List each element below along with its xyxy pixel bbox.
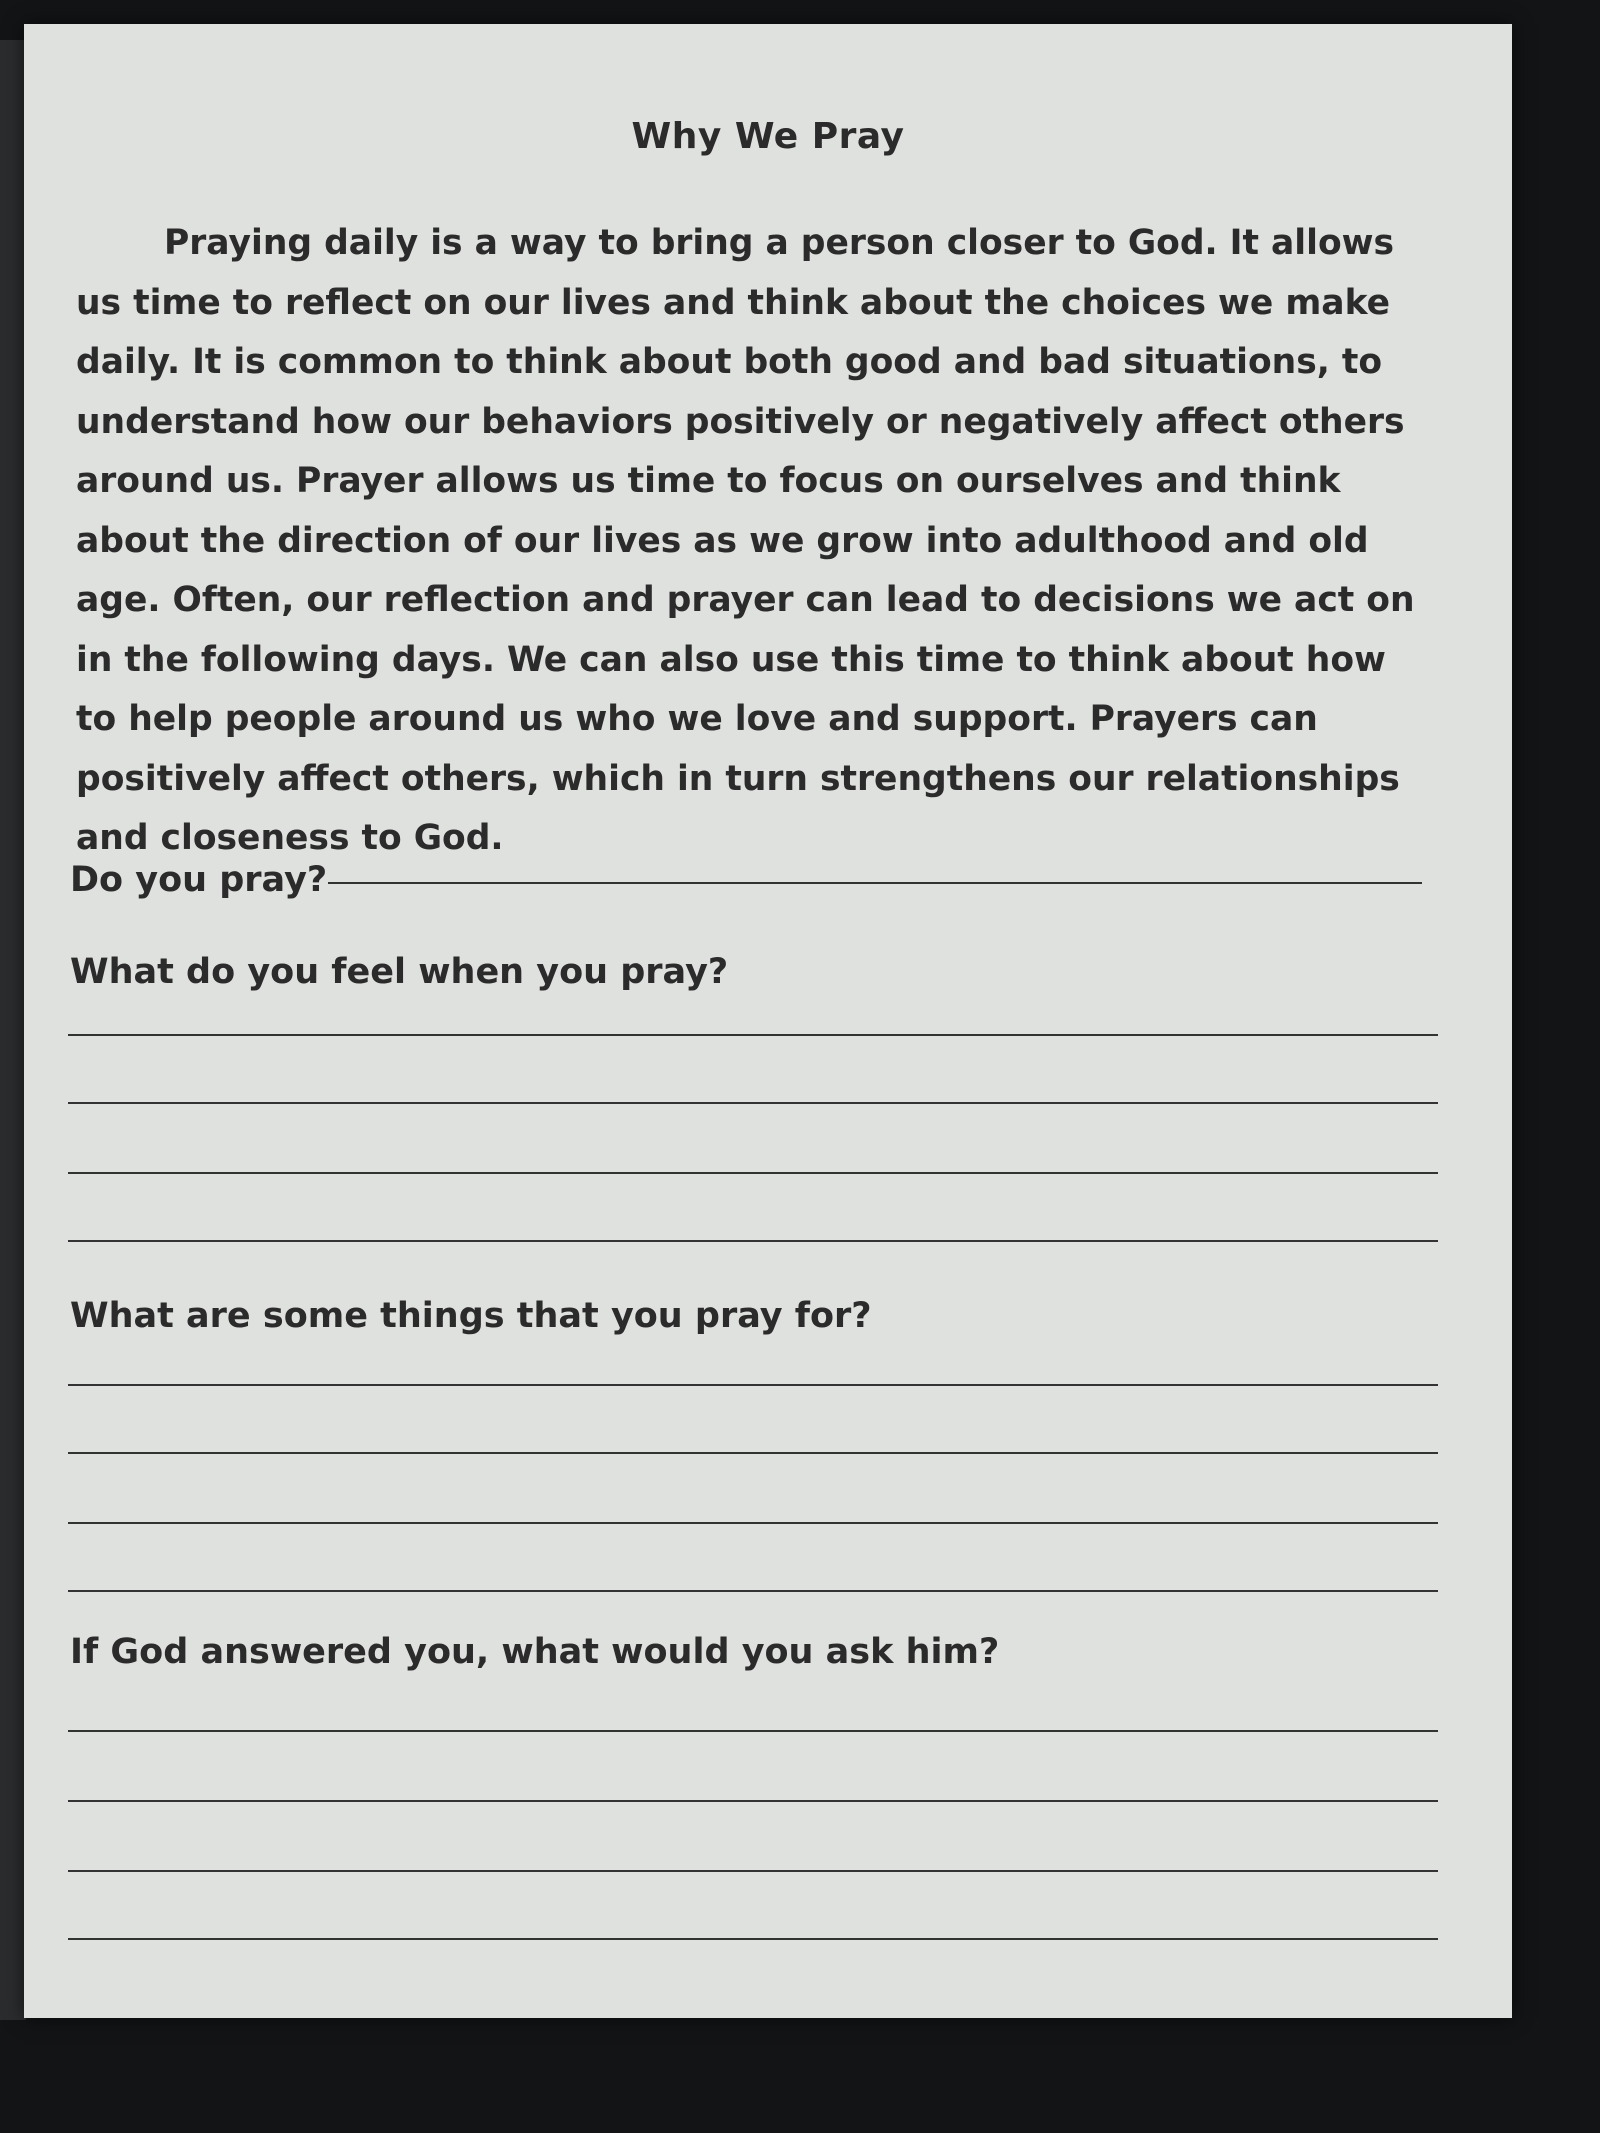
answer-line-feel-4[interactable] bbox=[68, 1240, 1438, 1242]
question-if-god-answered: If God answered you, what would you ask him? bbox=[70, 1632, 1000, 1672]
book-binding bbox=[0, 40, 26, 2020]
question-do-you-pray: Do you pray? bbox=[70, 860, 328, 900]
answer-line-pray-for-3[interactable] bbox=[68, 1522, 1438, 1524]
intro-paragraph: Praying daily is a way to bring a person closer to God. It allows us time to reflect on our lives and think about the choices we make daily. It is common to think about both good and bad situations, to understand how our behaviors positively or negatively affect others around us. Prayer allows us time to focus on ourselves and think about the direction of our lives as we grow into adulthood and old age. Often, our reflection and prayer can lead to decisions we act on in the following days. We can also use this time to think about how to help people around us who we love and support. Prayers can positively affect others, which in turn strengthens our relationships and closeness to God. bbox=[76, 223, 1415, 858]
answer-line-ask-god-1[interactable] bbox=[68, 1730, 1438, 1732]
answer-line-pray-for-4[interactable] bbox=[68, 1590, 1438, 1592]
answer-line-pray-for-1[interactable] bbox=[68, 1384, 1438, 1386]
answer-line-ask-god-3[interactable] bbox=[68, 1870, 1438, 1872]
answer-line-feel-3[interactable] bbox=[68, 1172, 1438, 1174]
question-things-pray-for: What are some things that you pray for? bbox=[70, 1296, 872, 1336]
answer-line-feel-1[interactable] bbox=[68, 1034, 1438, 1036]
answer-line-do-you-pray[interactable] bbox=[328, 882, 1422, 884]
answer-line-pray-for-2[interactable] bbox=[68, 1452, 1438, 1454]
page-title: Why We Pray bbox=[631, 116, 905, 157]
answer-line-ask-god-2[interactable] bbox=[68, 1800, 1438, 1802]
question-feel-when-pray: What do you feel when you pray? bbox=[70, 952, 729, 992]
worksheet-page bbox=[24, 24, 1512, 2018]
answer-line-ask-god-4[interactable] bbox=[68, 1938, 1438, 1940]
answer-line-feel-2[interactable] bbox=[68, 1102, 1438, 1104]
